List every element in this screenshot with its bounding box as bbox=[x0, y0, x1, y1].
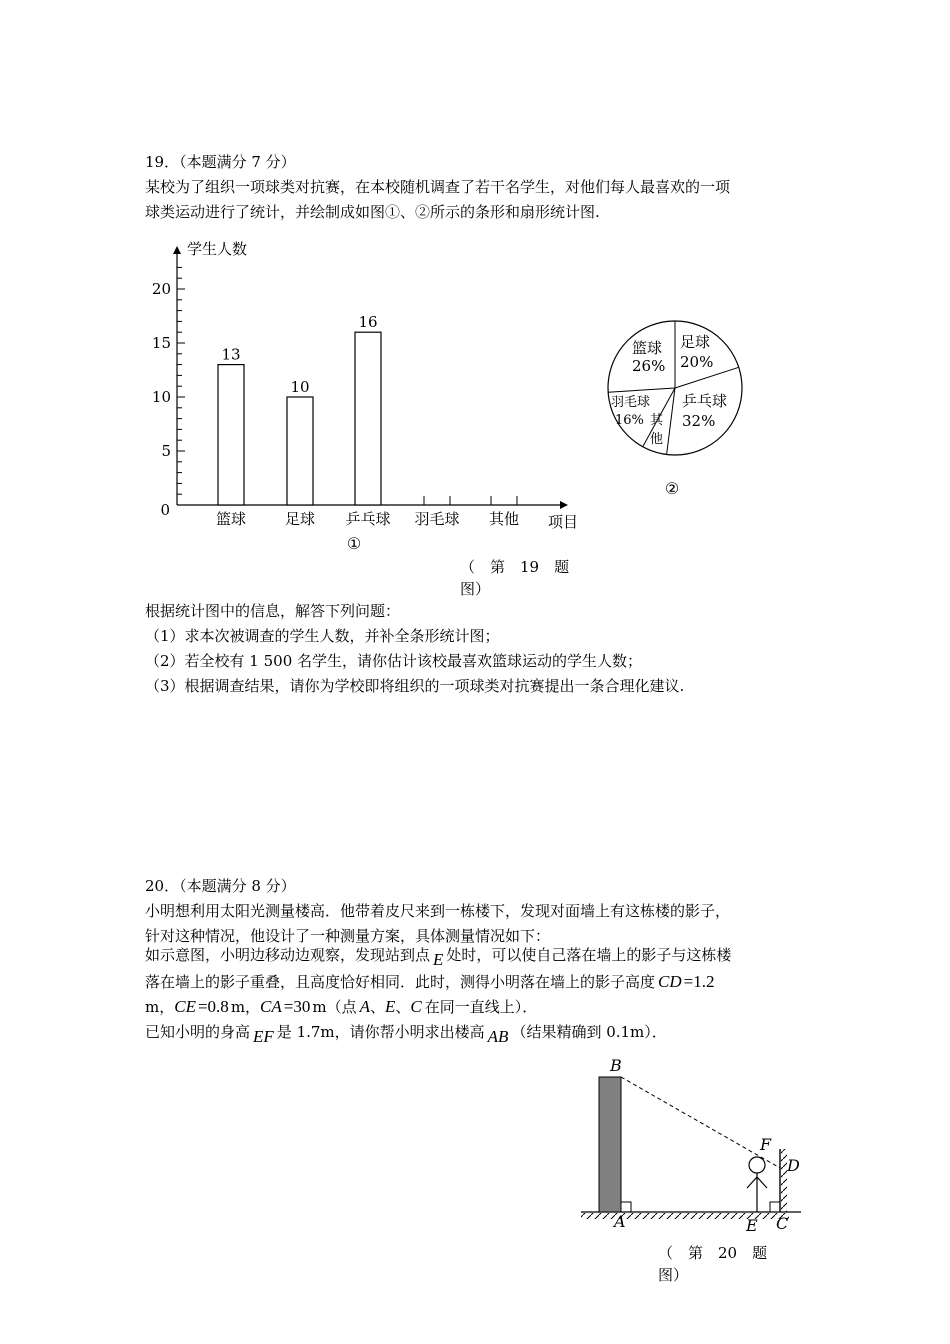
building-shadow-diagram bbox=[575, 1055, 810, 1240]
value-CA: =30 bbox=[283, 997, 311, 1016]
q20-line2: 针对这种情况，他设计了一种测量方案，具体测量情况如下： bbox=[145, 927, 551, 945]
person-arm-right bbox=[757, 1177, 767, 1188]
value-CE: =0.8 bbox=[197, 997, 229, 1016]
category-label: 足球 bbox=[284, 510, 316, 528]
var-E: E bbox=[433, 950, 444, 969]
label-C: C bbox=[776, 1214, 789, 1233]
category-label: 羽毛球 bbox=[414, 510, 460, 528]
q19-heading bbox=[145, 152, 296, 172]
label-E: E bbox=[746, 1216, 758, 1235]
pie-other-char-1: 其 bbox=[650, 413, 664, 428]
right-angle-A bbox=[621, 1202, 631, 1212]
label-A: A bbox=[614, 1212, 626, 1231]
person-head bbox=[749, 1157, 765, 1173]
q20-caption-line1: （ 第 20 题 bbox=[658, 1244, 768, 1262]
q20-line4-a: 落在墙上的影子重叠，且高度恰好相同．此时，测得小明落在墙上的影子高度 bbox=[145, 973, 656, 991]
q19-sub2: （2）若全校有 1 500 名学生，请你估计该校最喜欢篮球运动的学生人数； bbox=[145, 652, 643, 670]
q20-line3-b: 处时，可以使自己落在墙上的影子与这栋楼 bbox=[446, 946, 732, 964]
q19-prompt: 根据统计图中的信息，解答下列问题： bbox=[145, 602, 401, 620]
var-CE: CE bbox=[174, 997, 196, 1016]
q19-caption-line2: 图） bbox=[460, 580, 491, 598]
q20-caption-line2: 图） bbox=[658, 1266, 689, 1284]
q19-number: 19． bbox=[145, 153, 180, 171]
q19-sub3: （3）根据调查结果，请你为学校即将组织的一项球类对抗赛提出一条合理化建议. bbox=[145, 677, 685, 695]
q20-line5 bbox=[145, 997, 537, 1017]
q20-number: 20． bbox=[145, 877, 180, 895]
q19-sub1: （1）求本次被调查的学生人数，并补全条形统计图； bbox=[145, 627, 500, 645]
q20-line4 bbox=[145, 972, 714, 992]
category-label: 其他 bbox=[488, 510, 520, 528]
q19-points: （本题满分 7 分） bbox=[179, 153, 296, 171]
bar-chart-ticks bbox=[177, 267, 185, 494]
point-E: E bbox=[385, 997, 396, 1016]
right-angle-C bbox=[770, 1202, 780, 1212]
bar-value-label: 16 bbox=[358, 313, 378, 332]
pie-chart bbox=[600, 314, 750, 504]
var-CD: CD bbox=[658, 972, 682, 991]
sep2: 、 bbox=[395, 998, 411, 1016]
x-axis-arrow bbox=[560, 501, 568, 509]
q20-line5-d: 在同一直线上）． bbox=[424, 998, 538, 1016]
pie-number-label: ② bbox=[664, 479, 680, 498]
q20-line5-a: m， bbox=[145, 998, 175, 1016]
pie-slice-percent: 16% bbox=[615, 413, 644, 428]
bar-2 bbox=[287, 397, 313, 505]
pie-slice-percent: 26% bbox=[632, 357, 666, 375]
y-tick-label: 20 bbox=[151, 280, 171, 298]
q20-heading bbox=[145, 876, 296, 896]
y-tick-label: 10 bbox=[151, 388, 171, 406]
pie-other-char-2: 他 bbox=[650, 432, 664, 447]
q20-line3 bbox=[145, 945, 732, 969]
y-axis-arrow bbox=[173, 246, 181, 254]
q20-line6 bbox=[145, 1022, 667, 1046]
ground-hatch bbox=[581, 1213, 789, 1219]
sun-ray bbox=[621, 1077, 780, 1168]
pie-slice-name: 足球 bbox=[680, 333, 711, 351]
q19-figure-caption bbox=[460, 556, 569, 600]
pie-slice-name: 篮球 bbox=[632, 339, 663, 357]
pie-slice-name: 乒乓球 bbox=[682, 392, 728, 410]
value-CD: =1.2 bbox=[683, 972, 715, 991]
person-arm-left bbox=[747, 1177, 757, 1188]
q20-figure-caption bbox=[658, 1242, 767, 1286]
y-axis-label: 学生人数 bbox=[187, 240, 248, 258]
point-C: C bbox=[410, 997, 422, 1016]
q20-line1: 小明想利用太阳光测量楼高．他带着皮尺来到一栋楼下，发现对面墙上有这栋楼的影子， bbox=[145, 902, 731, 920]
pie-chart-slices bbox=[608, 321, 742, 455]
building bbox=[599, 1077, 621, 1212]
chart-number-label: ① bbox=[346, 534, 362, 553]
bar-value-label: 10 bbox=[290, 378, 310, 396]
q20-line6-b: 是 1.7m，请你帮小明求出楼高 bbox=[276, 1023, 485, 1041]
q20-line6-c: （结果精确到 0.1m）． bbox=[511, 1023, 667, 1041]
bar-chart-bars bbox=[218, 332, 517, 505]
bar-value-label: 13 bbox=[221, 345, 241, 364]
category-label: 乒乓球 bbox=[345, 510, 391, 528]
q20-points: （本题满分 8 分） bbox=[179, 877, 296, 895]
q20-line5-c: m（点 bbox=[312, 998, 357, 1016]
x-axis-label: 项目 bbox=[548, 513, 579, 531]
y-tick-label: 5 bbox=[161, 442, 171, 460]
label-F: F bbox=[760, 1135, 772, 1154]
bar-chart bbox=[140, 234, 590, 564]
pie-slice-percent: 20% bbox=[680, 353, 714, 371]
y-tick-label: 15 bbox=[151, 334, 171, 352]
label-B: B bbox=[610, 1056, 622, 1075]
bar-1 bbox=[218, 365, 244, 505]
label-D: D bbox=[787, 1156, 800, 1175]
pie-slice-name: 羽毛球 bbox=[611, 395, 651, 410]
category-label: 篮球 bbox=[215, 510, 247, 528]
q19-intro-line1: 某校为了组织一项球类对抗赛，在本校随机调查了若干名学生，对他们每人最喜欢的一项 bbox=[145, 178, 731, 196]
q20-line3-a: 如示意图，小明边移动边观察，发现站到点 bbox=[145, 946, 431, 964]
pie-slice-percent: 32% bbox=[682, 412, 716, 430]
bar-3 bbox=[355, 332, 381, 505]
q19-intro-line2: 球类运动进行了统计，并绘制成如图①、②所示的条形和扇形统计图. bbox=[145, 203, 600, 221]
q20-line6-a: 已知小明的身高 bbox=[145, 1023, 251, 1041]
point-A: A bbox=[359, 997, 370, 1016]
var-EF: EF bbox=[253, 1027, 274, 1046]
origin-label: 0 bbox=[160, 501, 170, 519]
var-CA: CA bbox=[260, 997, 282, 1016]
q20-line5-b: m， bbox=[230, 998, 261, 1016]
q19-caption-line1: （ 第 19 题 bbox=[460, 558, 570, 576]
sep1: 、 bbox=[370, 998, 386, 1016]
var-AB: AB bbox=[487, 1027, 509, 1046]
